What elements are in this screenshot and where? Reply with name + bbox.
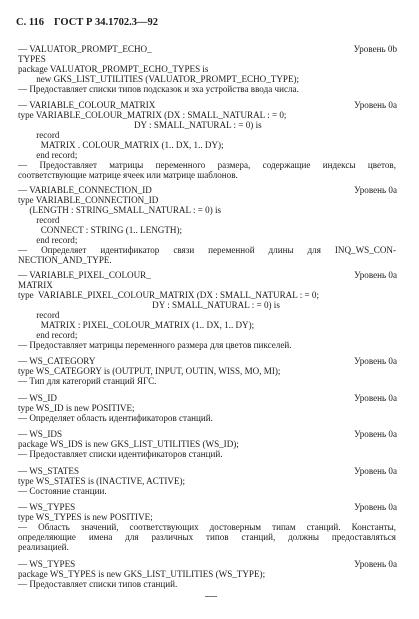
entry-description: — Определяет область идентификаторов станций.	[18, 413, 213, 423]
entry-title-cont: TYPES	[18, 54, 46, 64]
code-line: type VARIABLE_PIXEL_COLOUR_MATRIX (DX : SMALL_NATURAL : = 0;	[18, 290, 320, 300]
code-line: type VARIABLE_CONNECTION_ID	[18, 195, 159, 205]
code-line: record	[18, 215, 60, 225]
entry-description: — Тип для категорий станций ЯГС.	[18, 376, 157, 386]
entry-title: — VARIABLE_PIXEL_COLOUR_	[18, 270, 151, 280]
entry-description: — Предоставляет списки типов подсказок и эха устройства ввода числа.	[18, 84, 299, 94]
entry-title-cont: MATRIX	[18, 280, 53, 290]
code-line: type WS_STATES is (INACTIVE, ACTIVE);	[18, 476, 186, 486]
level-tag: Уровень 0a	[354, 356, 397, 366]
entry-description: — Предоставляет матрицы переменного размера для цветов пикселей.	[18, 340, 292, 350]
code-line: MATRIX . COLOUR_MATRIX (1.. DX, 1.. DY);	[18, 140, 224, 150]
code-line: record	[18, 130, 60, 140]
code-line: record	[18, 310, 60, 320]
code-line: end record;	[18, 150, 78, 160]
code-line: (LENGTH : STRING_SMALL_NATURAL : = 0) is	[18, 205, 222, 215]
code-line: package WS_IDS is new GKS_LIST_UTILITIES (WS_ID);	[18, 439, 239, 449]
code-line: package VALUATOR_PROMPT_ECHO_TYPES is	[18, 64, 209, 74]
code-line: type WS_CATEGORY is (OUTPUT, INPUT, OUTIN, WISS, MO, MI);	[18, 366, 281, 376]
code-line: new GKS_LIST_UTILITIES (VALUATOR_PROMPT_ECHO_TYPE);	[18, 74, 300, 84]
code-line: end record;	[18, 330, 78, 340]
entry-description: NECTION_AND_TYPE.	[18, 255, 112, 265]
code-line: type VARIABLE_COLOUR_MATRIX (DX : SMALL_NATURAL : = 0;	[18, 110, 287, 120]
level-tag: Уровень 0a	[354, 270, 397, 280]
code-line: type WS_TYPES is new POSITIVE;	[18, 512, 153, 522]
level-tag: Уровень 0a	[354, 502, 397, 512]
entry-title: — VARIABLE_CONNECTION_ID	[18, 185, 152, 195]
standard-designation: ГОСТ Р 34.1702.3—92	[54, 17, 158, 28]
entry-title: — WS_IDS	[18, 429, 63, 439]
entry-title: — VARIABLE_COLOUR_MATRIX	[18, 100, 156, 110]
entry-title: — WS_TYPES	[18, 502, 76, 512]
code-line: DY : SMALL_NATURAL : = 0) is	[18, 120, 262, 130]
entry-title: — WS_STATES	[18, 466, 79, 476]
level-tag: Уровень 0a	[354, 100, 397, 110]
entry-title: — WS_TYPES	[18, 559, 76, 569]
entry-description: — Область значений, соответствующих достоверным типам станций. Константы,	[18, 522, 396, 532]
level-tag: Уровень 0a	[354, 185, 397, 195]
entry-description: соответствующие матрице ячеек или матрице шаблонов.	[18, 170, 238, 180]
level-tag: Уровень 0b	[353, 44, 397, 54]
entry-description: — Состояние станции.	[18, 486, 107, 496]
footer-mark	[205, 596, 217, 597]
level-tag: Уровень 0a	[354, 429, 397, 439]
code-line: CONNECT : STRING (1.. LENGTH);	[18, 225, 183, 235]
level-tag: Уровень 0a	[354, 393, 397, 403]
entry-description: — Предоставляет списки типов станций.	[18, 579, 178, 589]
page-number: С. 116	[16, 17, 45, 28]
code-line: end record;	[18, 235, 78, 245]
entry-title: — WS_CATEGORY	[18, 356, 96, 366]
entry-description: — Определяет идентификатор связи переменной длины для INQ_WS_CON-	[18, 245, 396, 255]
level-tag: Уровень 0a	[354, 466, 397, 476]
level-tag: Уровень 0a	[354, 559, 397, 569]
page-header	[16, 17, 158, 28]
entry-description: — Предоставляет матрицы переменного размера, содержащие индексы цветов,	[18, 160, 396, 170]
entry-description: реализацией.	[18, 542, 69, 552]
entry-title: — VALUATOR_PROMPT_ECHO_	[18, 44, 152, 54]
code-line: MATRIX : PIXEL_COLOUR_MATRIX (1.. DX, 1.. DY);	[18, 320, 255, 330]
code-line: package WS_TYPES is new GKS_LIST_UTILITIES (WS_TYPE);	[18, 569, 266, 579]
code-line: type WS_ID is new POSITIVE;	[18, 403, 135, 413]
code-line: DY : SMALL_NATURAL : = 0) is	[18, 300, 280, 310]
entry-title: — WS_ID	[18, 393, 57, 403]
entry-description: — Предоставляет списки идентификаторов станций.	[18, 449, 223, 459]
entry-description: определяющие имена для различных типов станций, должны предоставляться	[18, 532, 396, 542]
